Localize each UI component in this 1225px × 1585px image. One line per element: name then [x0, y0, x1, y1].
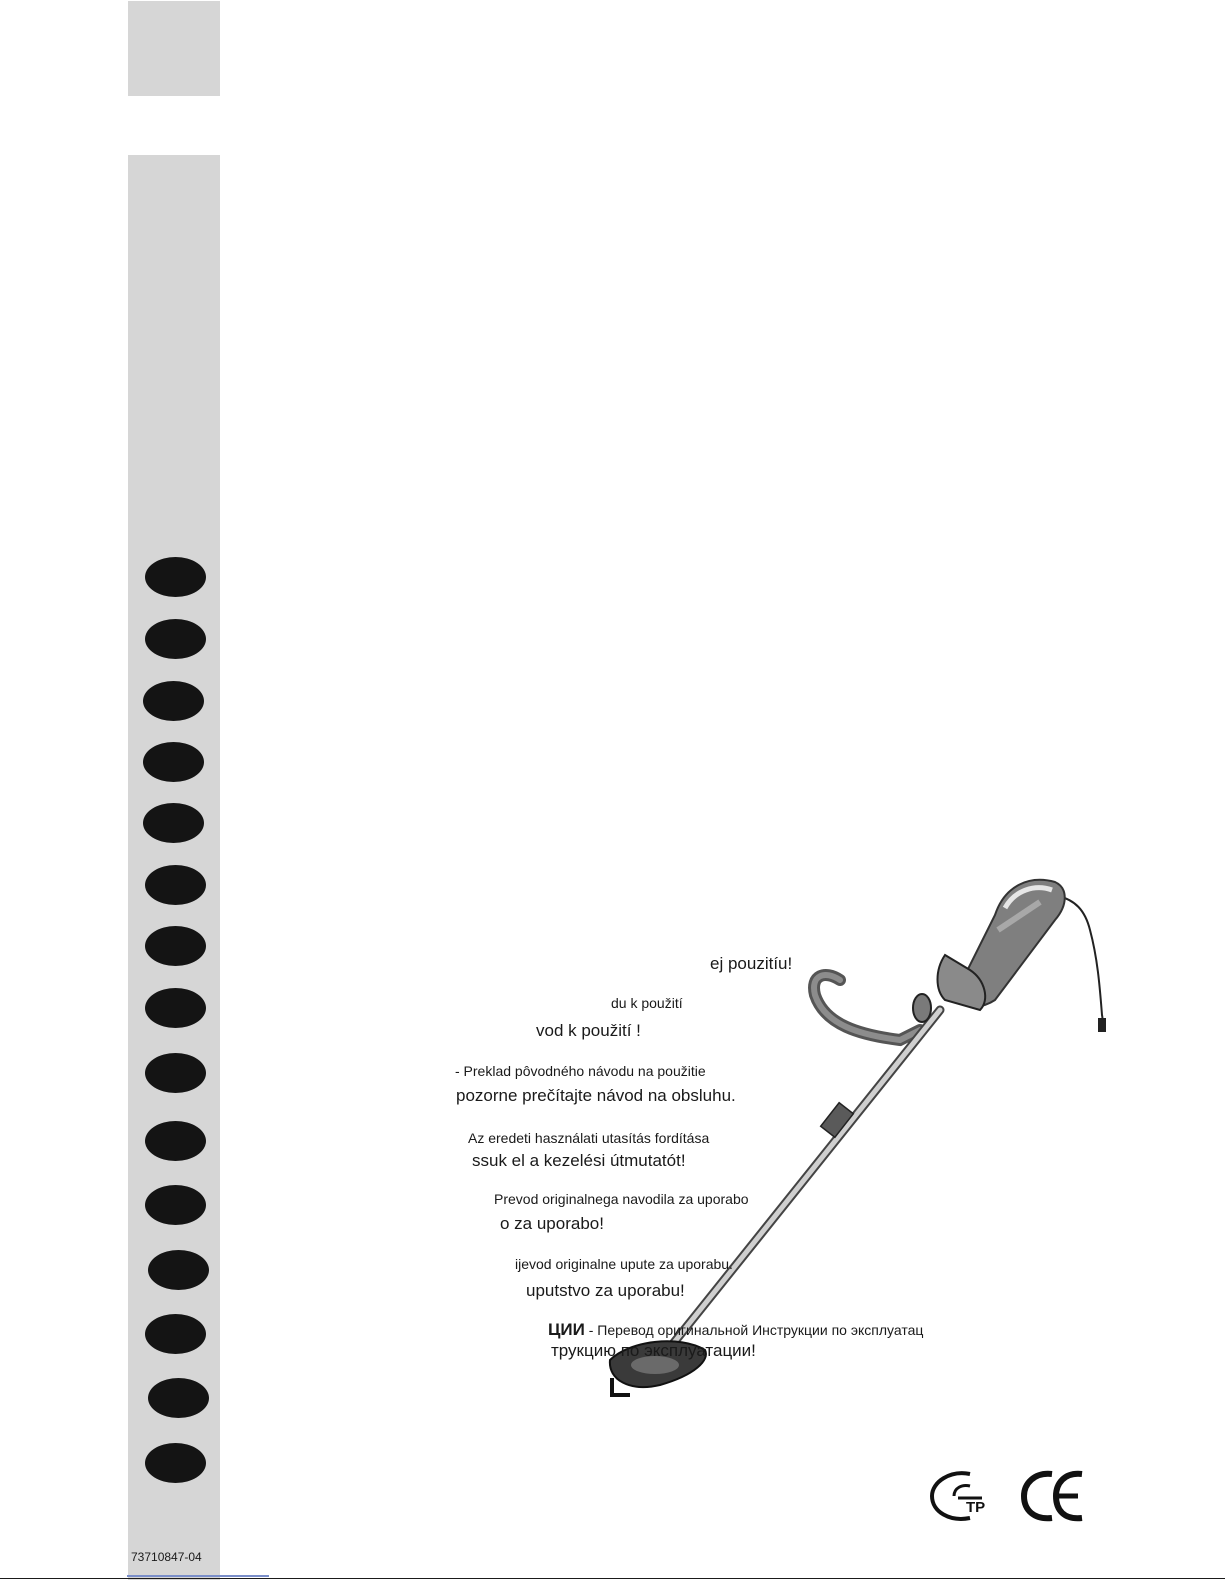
instruction-line-4: - Preklad pôvodného návodu na použitie: [455, 1063, 706, 1079]
instruction-line-12: [548, 1320, 923, 1340]
language-tab-12[interactable]: [148, 1250, 209, 1290]
instruction-line-1: ej pouzitíu!: [710, 954, 793, 973]
language-tab-8[interactable]: [145, 988, 206, 1028]
ce-mark-icon: [1024, 1474, 1082, 1518]
instruction-line-2: du k použití: [611, 995, 683, 1011]
language-tab-9[interactable]: [145, 1053, 206, 1093]
instruction-line-6: Az eredeti használati utasítás fordítása: [468, 1130, 710, 1146]
eac-mark-letters: ТР: [966, 1499, 986, 1516]
part-number: 73710847-04: [131, 1550, 202, 1564]
language-tab-6[interactable]: [145, 865, 206, 905]
eac-mark-icon: [932, 1473, 985, 1519]
language-tab-11[interactable]: [145, 1185, 206, 1225]
certification-marks: [930, 1466, 1090, 1526]
instruction-line-3: vod k použití !: [536, 1021, 641, 1040]
instruction-line-12-bold: ЦИИ: [548, 1320, 585, 1339]
language-tab-2[interactable]: [145, 619, 206, 659]
instruction-line-10: ijevod originalne upute za uporabu.: [515, 1256, 733, 1272]
language-tab-4[interactable]: [143, 742, 204, 782]
instruction-line-7: ssuk el a kezelési útmutatót!: [472, 1151, 686, 1170]
language-tab-5[interactable]: [143, 803, 204, 843]
language-strip-top: [128, 1, 220, 96]
instruction-line-5: pozorne prečítajte návod na obsluhu.: [456, 1086, 736, 1105]
language-tab-7[interactable]: [145, 926, 206, 966]
instruction-line-8: Prevod originalnega navodila za uporabo: [494, 1191, 749, 1207]
language-tab-10[interactable]: [145, 1121, 206, 1161]
instruction-line-11: uputstvo za uporabu!: [526, 1281, 685, 1300]
instruction-line-9: o za uporabo!: [500, 1214, 604, 1233]
language-tab-15[interactable]: [145, 1443, 206, 1483]
language-tab-14[interactable]: [148, 1378, 209, 1418]
language-tab-3[interactable]: [143, 681, 204, 721]
instruction-line-13: трукцию по эксплуатации!: [551, 1341, 756, 1360]
bottom-rule: [0, 1578, 1225, 1579]
language-tab-13[interactable]: [145, 1314, 206, 1354]
language-tab-1[interactable]: [145, 557, 206, 597]
bottom-link-underline: [127, 1575, 269, 1577]
instruction-line-12-rest: - Перевод оригинальной Инструкции по эксплуатац: [584, 1322, 924, 1338]
